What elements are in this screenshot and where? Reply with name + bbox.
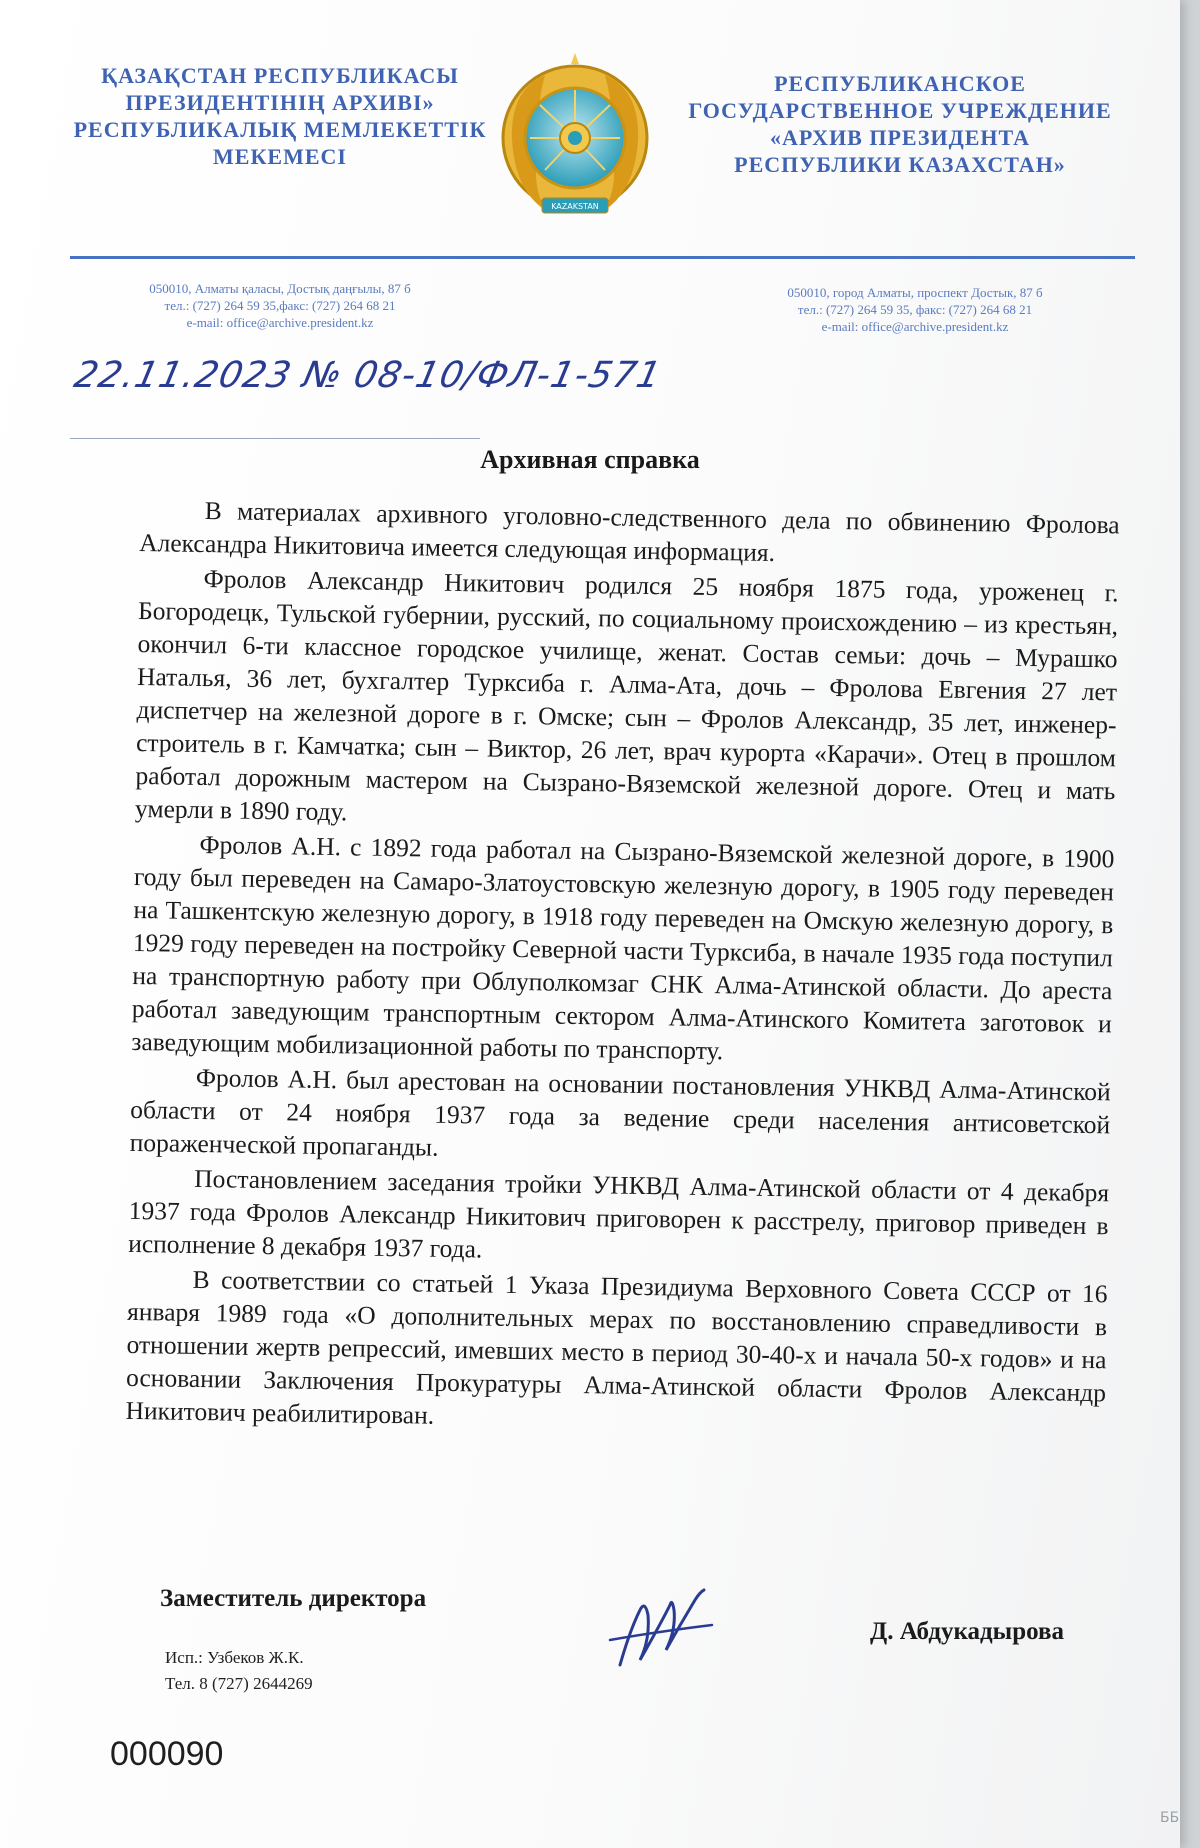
state-emblem-icon <box>500 50 650 230</box>
body-paragraph: В соответствии со статьей 1 Указа Президиума Верховного Совета СССР от 16 января 1989 года «О дополнительных мерах по восстановлению справедливости в отношении жертв репрессий, имевших место в период 30-40-х и начала 50-х годов» и на основании Заключения Прокуратуры Алма-Атинской области Фролов Александр Никитович реабилитирован. <box>125 1264 1108 1430</box>
body-paragraph: Фролов А.Н. был арестован на основании постановления УНКВД Алма-Атинской области от 24 ноября 1937 года за ведение среди населения антисоветской пораженческой пропаганды. <box>129 1062 1111 1162</box>
header-divider <box>70 256 1135 259</box>
org-kz-line: РЕСПУБЛИКАЛЫҚ МЕМЛЕКЕТТІК <box>73 117 487 142</box>
body-paragraph: Постановлением заседания тройки УНКВД Алма-Атинской области от 4 декабря 1937 года Фролов Александр Никитович приговорен к расстрелу, приговор приведен в исполнение 8 декабря 1937 года. <box>127 1163 1110 1264</box>
signature-icon <box>600 1570 720 1680</box>
address-line: e-mail: office@archive.president.kz <box>821 319 1009 334</box>
address-line: тел.: (727) 264 59 35,факс: (727) 264 68 21 <box>164 298 396 313</box>
executor-phone: Тел. 8 (727) 2644269 <box>165 1674 313 1693</box>
address-line: тел.: (727) 264 59 35, факс: (727) 264 68 21 <box>797 302 1033 317</box>
body-paragraph: В материалах архивного уголовно-следственного дела по обвинению Фролова Александра Никитовича имеется следующая информация. <box>138 496 1120 567</box>
org-ru-line: РЕСПУБЛИКИ КАЗАХСТАН» <box>734 152 1066 177</box>
body-paragraph: Фролов А.Н. с 1892 года работал на Сызрано-Вяземской железной дороге, в 1900 году был переведен на Самаро-Златоустовскую железную дорогу, в 1905 году переведен на Ташкентскую железную дорогу, в 1918 году переведен на Омскую железную дорогу, в 1929 году переведен на постройку Северной части Турксиба, в начале 1935 года поступил на транспортную работу при Облуполкомзаг СНК Алма-Атинской области. До ареста работал заведующим транспортным сектором Алма-Атинского Комитета заготовок и заведующим мобилизационной работы по транспорту. <box>131 829 1115 1066</box>
org-kz-line: ПРЕЗИДЕНТІНІҢ АРХИВІ» <box>125 90 435 115</box>
executor-info <box>165 1645 313 1697</box>
org-ru-line: ГОСУДАРСТВЕННОЕ УЧРЕЖДЕНИЕ <box>688 98 1112 123</box>
org-name-kazakh <box>70 62 490 170</box>
body-paragraph: Фролов Александр Никитович родился 25 ноября 1875 года, уроженец г. Богородецк, Тульской губернии, русский, по социальному происхождению – из крестьян, окончил 6-ти классное городское училище, женат. Состав семьи: дочь – Мурашко Наталья, 36 лет, бухгалтер Турксиба г. Алма-Ата, дочь – Фролова Евгения 27 лет диспетчер на железной дороге в г. Омске; сын – Фролов Александр, 35 лет, инженер-строитель в г. Камчатка; сын – Виктор, 26 лет, врач курорта «Карачи». Отец в прошлом работал дорожным мастером на Сызрано-Вяземской железной дороге. Отец и мать умерли в 1890 году. <box>134 564 1119 827</box>
address-line: 050010, город Алматы, проспект Достык, 87 б <box>787 285 1043 300</box>
address-russian <box>725 284 1105 335</box>
signer-name: Д. Абдукадырова <box>870 1618 1064 1645</box>
document-body <box>125 493 1120 1444</box>
org-name-russian <box>675 70 1125 178</box>
org-ru-line: РЕСПУБЛИКАНСКОЕ <box>774 71 1026 96</box>
handwritten-reference: 22.11.2023 № 08-10/ФЛ-1-571 <box>70 355 666 396</box>
address-line: 050010, Алматы қаласы, Достық даңғылы, 87 б <box>149 281 411 296</box>
document-title: Архивная справка <box>480 445 700 474</box>
signer-title: Заместитель директора <box>160 1585 427 1612</box>
address-line: e-mail: office@archive.president.kz <box>186 315 374 330</box>
address-kazakh <box>100 280 460 331</box>
executor-name: Исп.: Узбеков Ж.К. <box>165 1648 304 1667</box>
org-kz-line: МЕКЕМЕСІ <box>213 144 347 169</box>
reference-underline <box>70 438 480 439</box>
org-kz-line: ҚАЗАҚСТАН РЕСПУБЛИКАСЫ <box>101 63 459 88</box>
org-ru-line: «АРХИВ ПРЕЗИДЕНТА <box>770 125 1030 150</box>
emblem-label: KAZAKSTAN <box>551 202 599 211</box>
registration-number: 000090 <box>110 1735 224 1773</box>
corner-watermark: ББ <box>1160 1810 1180 1826</box>
